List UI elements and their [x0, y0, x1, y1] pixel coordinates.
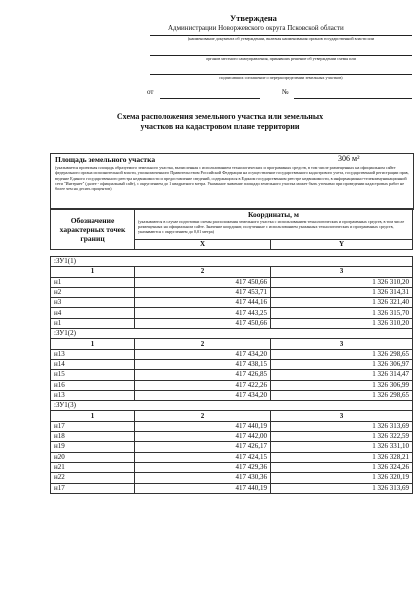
- table-row: [51, 287, 413, 297]
- coord-y: 1 326 314,31: [271, 287, 413, 297]
- coord-y: 1 326 320,19: [271, 473, 413, 483]
- coord-x: 417 450,66: [135, 277, 271, 287]
- note-agreement: подписавших соглашение о перераспределении земельных участков): [219, 75, 343, 80]
- point-id: н18: [51, 432, 135, 442]
- coord-y: 1 326 328,21: [271, 452, 413, 462]
- date-label: от: [147, 88, 154, 96]
- header-coordinates: Координаты, м: [247, 210, 300, 219]
- point-id: н16: [51, 380, 135, 390]
- administration-name: Администрации Новоржевского округа Псковской области: [168, 24, 344, 32]
- column-number-1: 1: [51, 339, 135, 349]
- table-row: [51, 442, 413, 452]
- coord-x: 417 429,36: [135, 462, 271, 472]
- section-name: :ЗУ1(2): [51, 329, 413, 339]
- point-id: н22: [51, 473, 135, 483]
- area-label: Площадь земельного участка: [55, 155, 156, 164]
- point-id: н17: [51, 483, 135, 493]
- section-row: [51, 401, 413, 411]
- column-number-3: 3: [271, 267, 413, 277]
- column-number-2: 2: [135, 339, 271, 349]
- approved-heading: Утверждена: [230, 13, 277, 23]
- number-underline: [294, 98, 412, 99]
- column-number-1: 1: [51, 411, 135, 421]
- coord-x: 417 426,85: [135, 370, 271, 380]
- coord-x: 417 426,17: [135, 442, 271, 452]
- coord-y: 1 326 306,99: [271, 380, 413, 390]
- header-coordinates-note: (указываются в случае подготовки схемы расположения земельного участка с использованием технологических и программных средств, в том числе размещенных на официальном сайте. Значение координат, полученные с использованием указанных технологических и программных средств, указываются с округлением до 0,01 метра): [138, 219, 405, 235]
- column-number-row: [51, 411, 413, 421]
- area-block: [50, 153, 414, 210]
- section-name: :ЗУ1(1): [51, 257, 413, 267]
- coord-y: 1 326 310,20: [271, 318, 413, 328]
- point-id: н21: [51, 462, 135, 472]
- table-row: [51, 390, 413, 400]
- point-id: н3: [51, 298, 135, 308]
- coord-x: 417 434,20: [135, 390, 271, 400]
- coord-x: 417 450,66: [135, 318, 271, 328]
- table-row: [51, 298, 413, 308]
- table-row: [51, 432, 413, 442]
- table-row: [51, 277, 413, 287]
- section-name: :ЗУ1(3): [51, 401, 413, 411]
- note-organization: органов местного самоуправления, принявших решение об утверждении схемы или: [206, 56, 356, 61]
- header-x: X: [135, 240, 271, 250]
- coord-x: 417 444,16: [135, 298, 271, 308]
- coord-x: 417 424,15: [135, 452, 271, 462]
- coord-y: 1 326 298,65: [271, 349, 413, 359]
- header-y: Y: [271, 240, 413, 250]
- table-row: [51, 349, 413, 359]
- area-note: (указывается проектная площадь образуемого земельного участка, вычисленная с использованием технологических и программных средств, в том числе размещенных на официальном сайте федерального органа исполнительной власти, уполномоченного Правительством Российской Федерации на осуществление государственного кадастрового учета, государственной регистрации прав, ведение Единого государственного реестра недвижимости и предоставление сведений, содержащихся в Едином государственном реестре недвижимости, в информационно-телекоммуникационной сети "Интернет" (далее - официальный сайт), с округлением до 1 квадратного метра. Указанное значение площади земельного участка может быть уточнено при проведении кадастровых работ не более чем на десять процентов): [55, 165, 409, 191]
- points-table: [50, 256, 413, 494]
- coord-y: 1 326 313,69: [271, 483, 413, 493]
- table-row: [51, 483, 413, 493]
- coord-x: 417 443,25: [135, 308, 271, 318]
- coord-y: 1 326 322,59: [271, 432, 413, 442]
- table-row: [51, 462, 413, 472]
- coord-x: 417 434,20: [135, 349, 271, 359]
- table-row: [51, 473, 413, 483]
- header-point-designation: Обозначение характерных точек границ: [51, 209, 135, 250]
- point-id: н1: [51, 318, 135, 328]
- table-row: [51, 308, 413, 318]
- table-row: [51, 318, 413, 328]
- coord-x: 417 440,19: [135, 421, 271, 431]
- area-value: 306 м²: [338, 154, 360, 163]
- table-row: [51, 421, 413, 431]
- coord-y: 1 326 310,20: [271, 277, 413, 287]
- point-id: н1: [51, 277, 135, 287]
- coord-y: 1 326 314,47: [271, 370, 413, 380]
- point-id: н15: [51, 370, 135, 380]
- point-id: н19: [51, 442, 135, 452]
- point-id: н4: [51, 308, 135, 318]
- coord-x: 417 453,71: [135, 287, 271, 297]
- date-underline: [160, 98, 260, 99]
- coord-x: 417 422,26: [135, 380, 271, 390]
- point-id: н2: [51, 287, 135, 297]
- column-number-row: [51, 339, 413, 349]
- column-number-row: [51, 267, 413, 277]
- section-row: [51, 329, 413, 339]
- column-number-3: 3: [271, 411, 413, 421]
- point-id: н17: [51, 421, 135, 431]
- column-number-3: 3: [271, 339, 413, 349]
- coord-x: 417 442,00: [135, 432, 271, 442]
- table-row: [51, 380, 413, 390]
- point-id: н13: [51, 349, 135, 359]
- coord-x: 417 438,15: [135, 359, 271, 369]
- coord-y: 1 326 331,10: [271, 442, 413, 452]
- column-number-1: 1: [51, 267, 135, 277]
- point-id: н20: [51, 452, 135, 462]
- coord-x: 417 440,19: [135, 483, 271, 493]
- coord-y: 1 326 313,69: [271, 421, 413, 431]
- column-number-2: 2: [135, 411, 271, 421]
- point-id: н14: [51, 359, 135, 369]
- note-document: (наименование документа об утверждении, включая наименования органов государственной власти или: [187, 36, 375, 41]
- table-row: [51, 359, 413, 369]
- number-label: №: [282, 88, 289, 96]
- points-header-table: [50, 208, 413, 250]
- coord-x: 417 430,36: [135, 473, 271, 483]
- scheme-title-line2: участков на кадастровом плане территории: [140, 122, 300, 131]
- table-row: [51, 452, 413, 462]
- point-id: н13: [51, 390, 135, 400]
- coord-y: 1 326 324,26: [271, 462, 413, 472]
- scheme-title-line1: Схема расположения земельного участка или земельных: [116, 112, 324, 121]
- table-row: [51, 370, 413, 380]
- column-number-2: 2: [135, 267, 271, 277]
- section-row: [51, 257, 413, 267]
- coord-y: 1 326 306,97: [271, 359, 413, 369]
- coord-y: 1 326 315,70: [271, 308, 413, 318]
- coord-y: 1 326 298,65: [271, 390, 413, 400]
- coord-y: 1 326 321,40: [271, 298, 413, 308]
